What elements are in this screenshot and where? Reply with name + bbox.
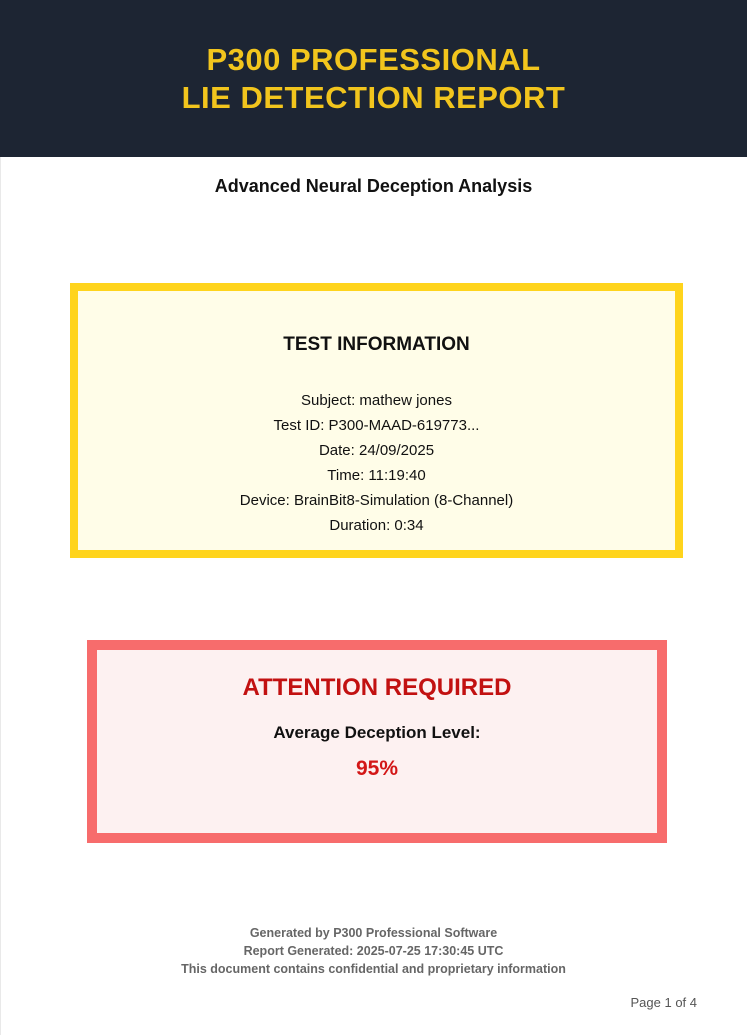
page-indicator: Page 1 of 4 xyxy=(630,995,697,1010)
test-information-fields xyxy=(78,388,675,538)
test-information-box xyxy=(70,283,683,558)
deception-level-label: Average Deception Level: xyxy=(273,723,481,742)
report-header xyxy=(0,0,747,157)
report-footer xyxy=(0,924,747,978)
attention-required-heading: ATTENTION REQUIRED xyxy=(242,674,512,701)
test-info-subject: Subject: mathew jones xyxy=(301,392,452,409)
deception-level-value: 95% xyxy=(355,757,399,780)
report-title-line2: LIE DETECTION REPORT xyxy=(181,79,566,115)
attention-required-box xyxy=(87,640,667,843)
test-information-heading: TEST INFORMATION xyxy=(283,334,470,355)
report-title-line1: P300 PROFESSIONAL xyxy=(206,41,541,77)
test-info-date: Date: 24/09/2025 xyxy=(318,442,435,459)
footer-generated-by: Generated by P300 Professional Software xyxy=(249,926,498,940)
test-info-device: Device: BrainBit8-Simulation (8-Channel) xyxy=(239,492,514,509)
test-info-duration: Duration: 0:34 xyxy=(329,517,424,534)
report-subtitle: Advanced Neural Deception Analysis xyxy=(214,176,533,196)
test-info-test-id: Test ID: P300-MAAD-619773... xyxy=(273,417,480,434)
footer-confidentiality-notice: This document contains confidential and proprietary information xyxy=(181,962,566,976)
page-left-edge-divider xyxy=(0,157,1,1035)
report-title xyxy=(182,41,566,117)
test-info-time: Time: 11:19:40 xyxy=(327,467,426,484)
footer-report-generated: Report Generated: 2025-07-25 17:30:45 UTC xyxy=(243,944,504,958)
